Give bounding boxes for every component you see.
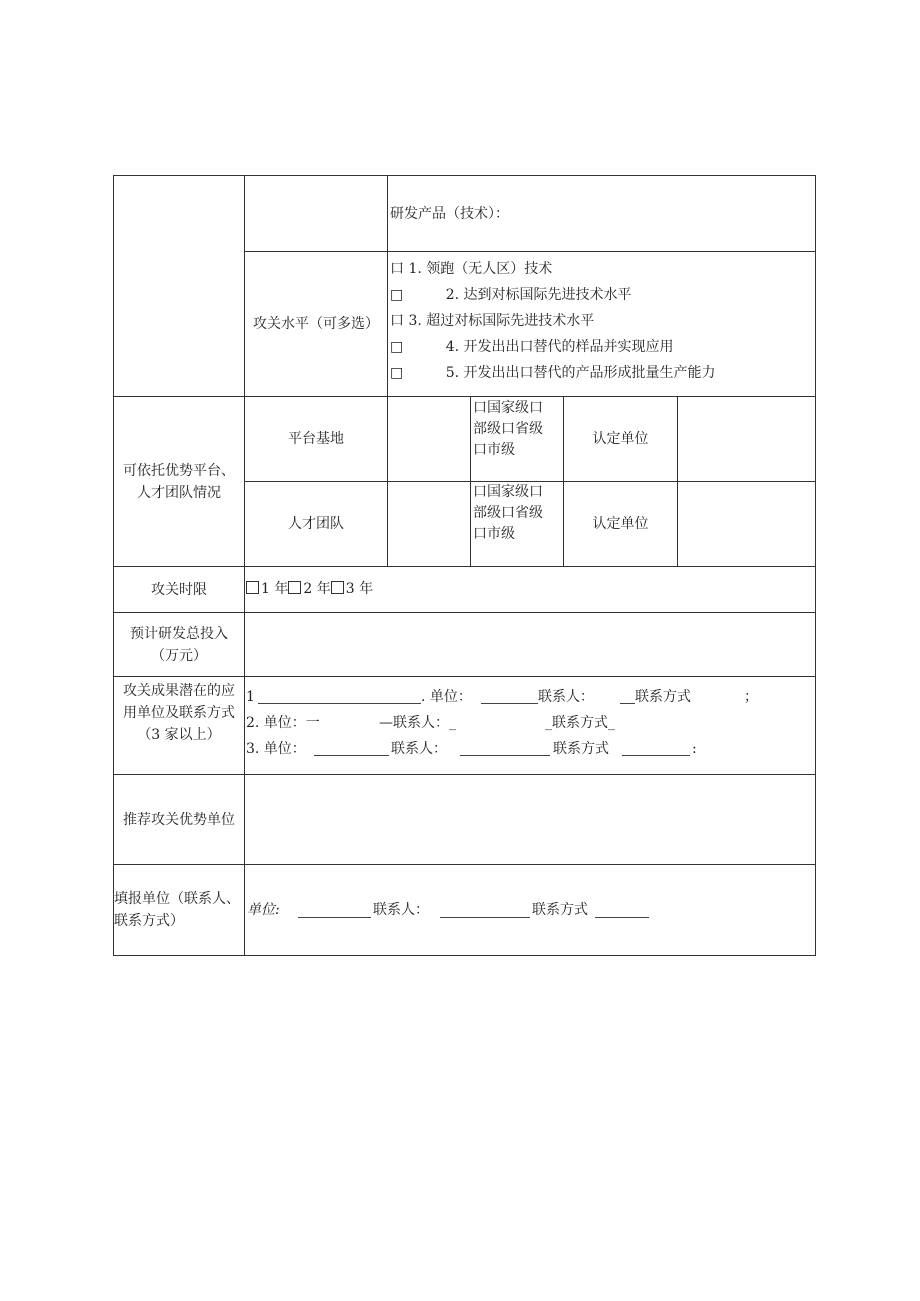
filler-contact-blank[interactable]: [440, 917, 530, 918]
filler-label: [114, 865, 244, 955]
talent-team-levels-line2[interactable]: 部级口省级: [473, 505, 543, 521]
user1-unit-label: . 单位：: [421, 689, 472, 705]
table-rule: [387, 175, 388, 566]
user2-method-label: _联系方式_: [545, 715, 615, 731]
level-option-1-checkbox[interactable]: 口: [390, 261, 404, 277]
level-option-2-text: 2. 达到对标国际先进技术水平: [445, 287, 632, 303]
talent-team-cert-label: 认定单位: [592, 516, 649, 532]
table-border-top: [113, 175, 816, 176]
budget-label-line1: 预计研发总投入: [130, 625, 228, 642]
platform-base-label: 平台基地: [288, 431, 344, 447]
filler-method-blank[interactable]: [595, 917, 649, 918]
level-option-3[interactable]: [390, 311, 594, 331]
platform-base-levels-line2[interactable]: 部级口省级: [473, 421, 543, 437]
user3-contact-blank[interactable]: [460, 755, 550, 756]
platform-section-label: [114, 397, 244, 566]
user1-method-label: 联系方式: [635, 689, 691, 705]
period-3y-checkbox[interactable]: [331, 581, 344, 594]
level-option-4-text: 4. 开发出出口替代的样品并实现应用: [445, 339, 674, 355]
potential-users-label-line1: 攻关成果潜在的应: [123, 683, 235, 699]
user1-end: ；: [744, 689, 758, 705]
user1-contact-blank[interactable]: [620, 703, 635, 704]
table-border-right: [815, 175, 816, 956]
recommend-value-field[interactable]: [245, 775, 815, 864]
period-options: [246, 579, 373, 599]
filler-contact-label: 联系人：: [373, 902, 429, 918]
table-rule: [470, 396, 471, 566]
user3-unit-blank[interactable]: [314, 755, 389, 756]
level-option-5[interactable]: [390, 363, 716, 383]
user1-contact-label: 联系人：: [538, 689, 594, 705]
user1-blank[interactable]: [258, 703, 421, 704]
potential-users-label-line2: 用单位及联系方式: [123, 705, 235, 721]
level-option-2-checkbox[interactable]: □: [390, 287, 404, 303]
platform-base-cert-label: 认定单位: [592, 431, 649, 447]
table-border-bottom: [113, 955, 816, 956]
level-option-1-text: 1. 领跑（无人区）技术: [408, 261, 553, 277]
attack-level-label: 攻关水平（可多选）: [253, 316, 379, 332]
level-option-3-text: 3. 超过对标国际先进技术水平: [408, 313, 595, 329]
level-option-5-text: 5. 开发出出口替代的产品形成批量生产能力: [445, 365, 716, 381]
user1-unit-blank[interactable]: [481, 703, 538, 704]
user1-number: 1: [246, 689, 255, 705]
user2-contact-label: —联系人：_: [379, 715, 456, 731]
user3-contact-label: 联系人：: [391, 741, 447, 757]
user2-unit-label: 2. 单位：一: [246, 715, 320, 731]
table-rule: [677, 396, 678, 566]
level-option-3-checkbox[interactable]: 口: [390, 313, 404, 329]
recommend-label: 推荐攻关优势单位: [123, 811, 235, 828]
potential-users-label-line3: （3 家以上）: [137, 727, 221, 743]
level-option-5-checkbox[interactable]: □: [390, 365, 404, 381]
platform-base-levels-line3[interactable]: 口市级: [473, 442, 515, 458]
talent-team-levels-line1[interactable]: 口国家级口: [473, 484, 543, 500]
filler-unit-blank[interactable]: [298, 917, 371, 918]
filler-method-label: 联系方式: [532, 902, 588, 918]
platform-section-label-line1: 可依托优势平台、: [123, 462, 235, 479]
budget-label: [114, 613, 244, 676]
platform-section-label-line2: 人才团队情况: [137, 484, 221, 501]
period-2y-checkbox[interactable]: [288, 581, 301, 594]
period-1y-checkbox[interactable]: [246, 581, 259, 594]
user3-end: :: [692, 741, 697, 757]
filler-label-line2: 联系方式）: [114, 913, 184, 929]
period-2y-label: 2 年: [303, 581, 331, 597]
budget-value-field[interactable]: [245, 613, 815, 676]
level-option-4-checkbox[interactable]: □: [390, 339, 404, 355]
talent-team-label: 人才团队: [288, 516, 344, 532]
budget-label-line2: （万元）: [151, 647, 207, 664]
period-1y-label: 1 年: [261, 581, 289, 597]
level-option-4[interactable]: [390, 337, 674, 357]
period-3y-label: 3 年: [345, 581, 374, 597]
platform-base-levels-line1[interactable]: 口国家级口: [473, 400, 543, 416]
level-option-1[interactable]: [390, 259, 552, 279]
research-product-label: 研发产品（技术）：: [390, 206, 509, 222]
filler-label-line1: 填报单位（联系人、: [114, 891, 240, 907]
user3-method-blank[interactable]: [622, 755, 690, 756]
level-option-2[interactable]: [390, 285, 632, 305]
filler-unit-label: 单位:: [247, 902, 280, 918]
user3-method-label: 联系方式: [553, 741, 609, 757]
user3-unit-label: 3. 单位：: [246, 741, 306, 757]
talent-team-levels-line3[interactable]: 口市级: [473, 526, 515, 542]
potential-users-label: [114, 677, 244, 752]
period-label: 攻关时限: [151, 581, 207, 598]
